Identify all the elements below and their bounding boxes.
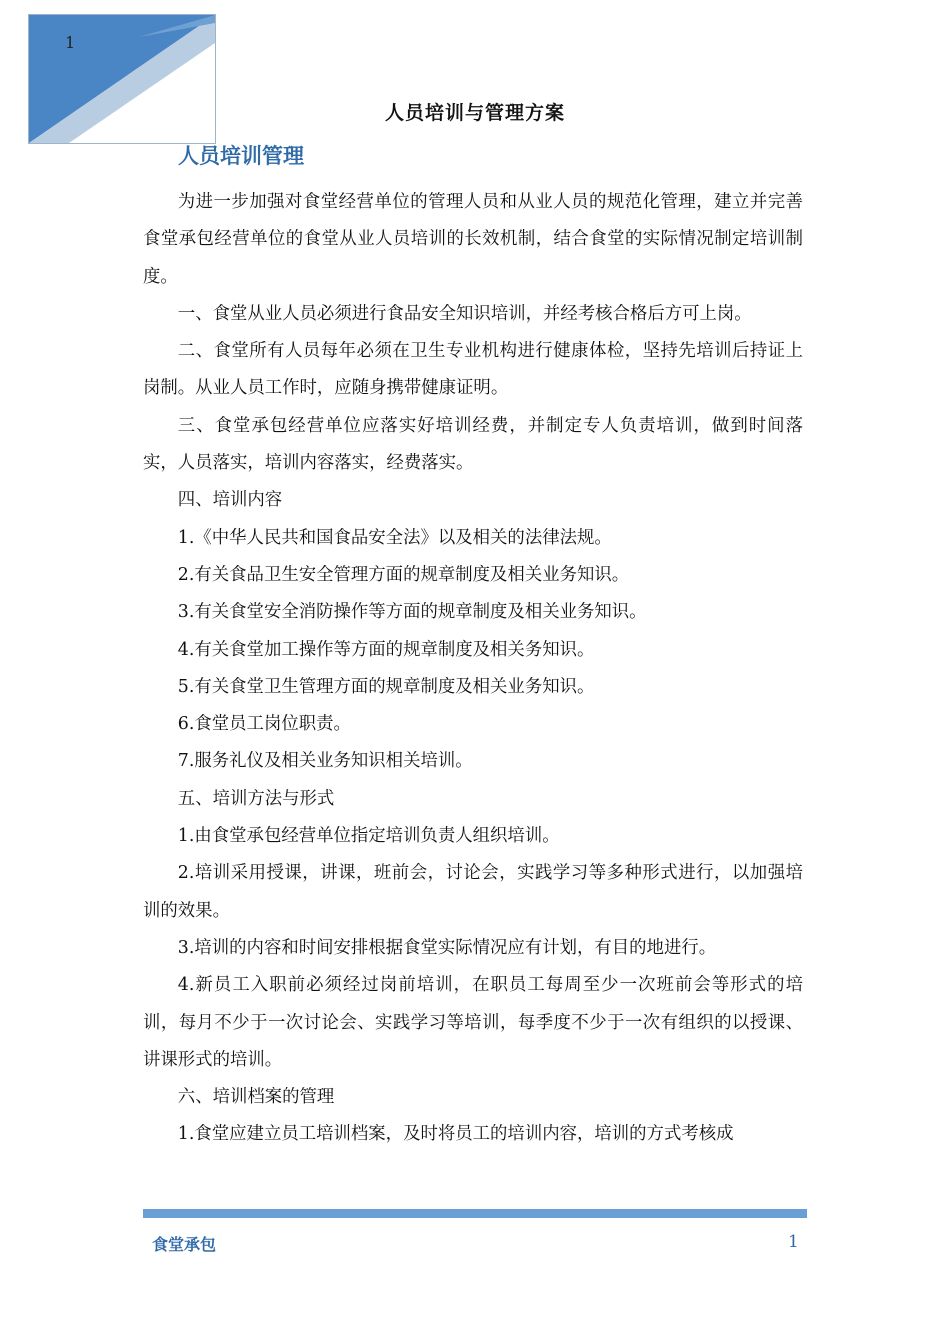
paragraph: 1.由食堂承包经营单位指定培训负责人组织培训。	[177, 826, 560, 847]
document-title: 人员培训与管理方案	[384, 102, 565, 124]
paragraph: 4.有关食堂加工操作等方面的规章制度及相关务知识。	[177, 639, 595, 660]
paragraph: 2.有关食品卫生安全管理方面的规章制度及相关业务知识。	[177, 564, 630, 585]
paragraph: 一、食堂从业人员必须进行食品安全知识培训，并经考核合格后方可上岗。	[177, 303, 752, 324]
document-body	[143, 184, 803, 1154]
paragraph: 为进一步加强对食堂经营单位的管理人员和从业人员的规范化管理，建立并完善食堂承包经营单位的食堂从业人员培训的长效机制，结合食堂的实际情况制定培训制度。	[143, 192, 803, 287]
paragraph: 4.新员工入职前必须经过岗前培训，在职员工每周至少一次班前会等形式的培训，每月不少于一次讨论会、实践学习等培训，每季度不少于一次有组织的以授课、讲课形式的培训。	[143, 975, 803, 1070]
paragraph: 四、培训内容	[177, 490, 283, 511]
paragraph: 5.有关食堂卫生管理方面的规章制度及相关业务知识。	[177, 676, 595, 697]
paragraph: 1.《中华人民共和国食品安全法》以及相关的法律法规。	[177, 527, 612, 548]
paragraph: 2.培训采用授课，讲课，班前会，讨论会，实践学习等多种形式进行，以加强培训的效果。	[143, 863, 803, 921]
paragraph: 1.食堂应建立员工培训档案，及时将员工的培训内容，培训的方式考核成	[177, 1124, 734, 1145]
paragraph: 二、食堂所有人员每年必须在卫生专业机构进行健康体检，坚持先培训后持证上岗制。从业人员工作时，应随身携带健康证明。	[143, 341, 803, 399]
paragraph: 五、培训方法与形式	[177, 788, 335, 809]
footer-page-number: 1	[788, 1232, 799, 1252]
section-heading: 人员培训管理	[178, 144, 304, 168]
paragraph: 六、培训档案的管理	[177, 1087, 335, 1108]
paragraph: 3.培训的内容和时间安排根据食堂实际情况应有计划，有目的地进行。	[177, 937, 717, 958]
corner-page-number: 1	[65, 33, 76, 52]
footer-divider	[143, 1209, 807, 1218]
paragraph: 三、食堂承包经营单位应落实好培训经费，并制定专人负责培训，做到时间落实，人员落实，培训内容落实，经费落实。	[143, 415, 803, 474]
paragraph: 7.服务礼仪及相关业务知识相关培训。	[177, 751, 473, 772]
paragraph: 6.食堂员工岗位职责。	[177, 714, 351, 735]
paragraph: 3.有关食堂安全消防操作等方面的规章制度及相关业务知识。	[177, 602, 647, 623]
footer-label: 食堂承包	[152, 1235, 217, 1254]
